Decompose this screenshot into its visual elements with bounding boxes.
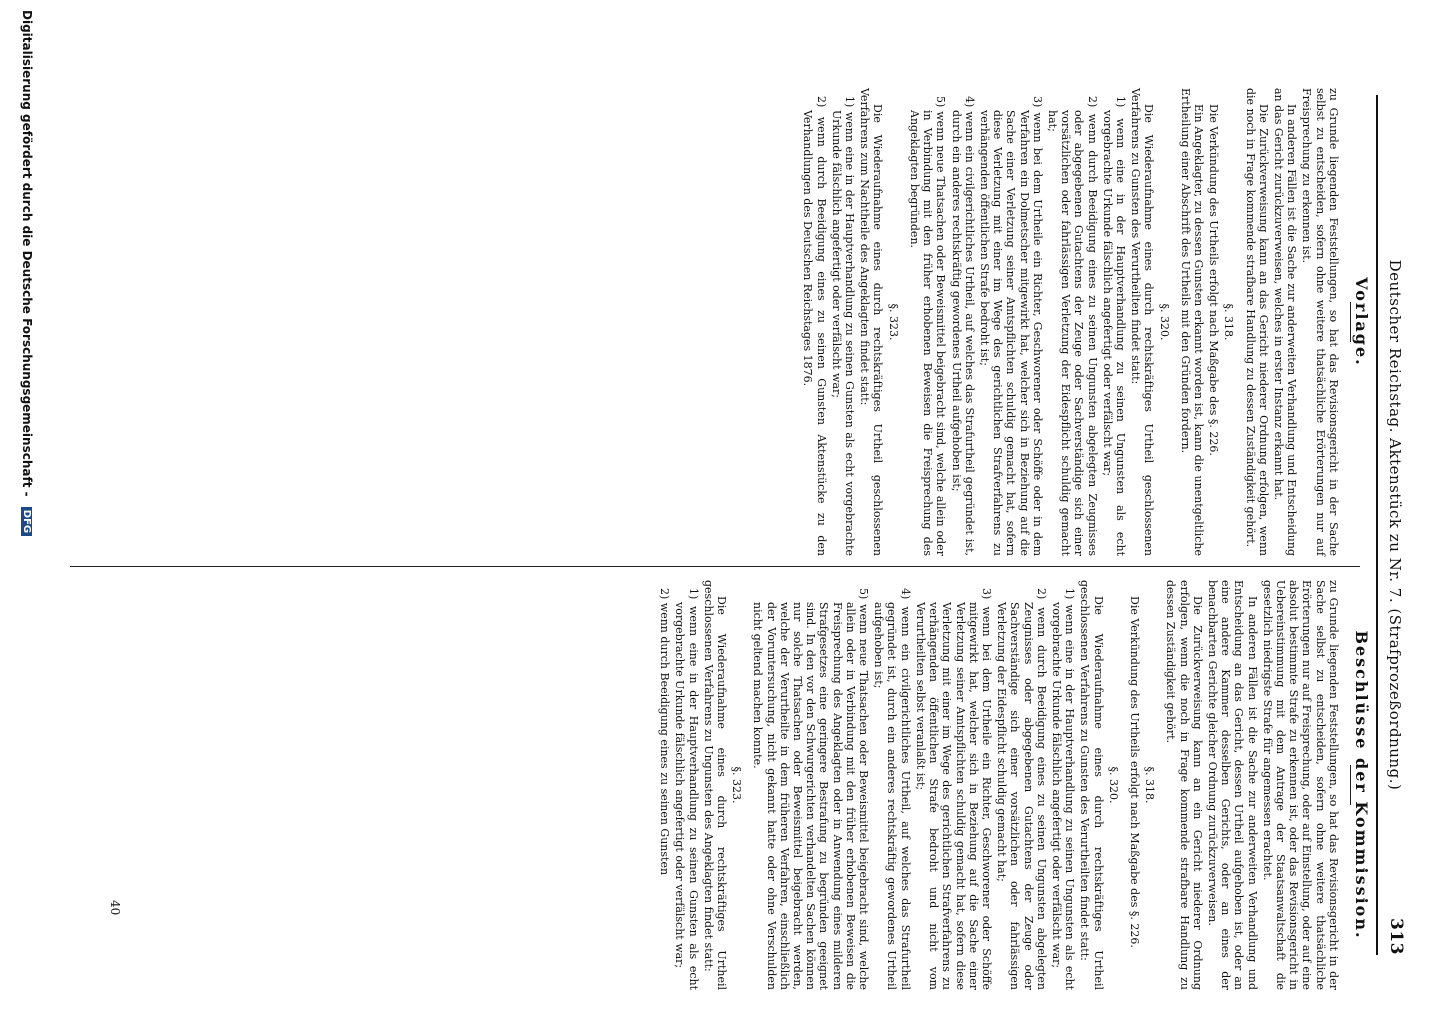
heading-rule [1350, 765, 1351, 805]
column-divider [70, 566, 1360, 567]
paragraph-sign: §. 318. [1143, 766, 1157, 804]
text-paragraph: zu Grunde liegenden Feststellungen, so hat das Revisionsgericht in der Sache selbst zu entscheiden, sofern ohne weitere thatsächliche Erörterungen nur auf Freisprechung zu erkennen ist. [1300, 88, 1340, 556]
page-number: 313 [1386, 918, 1406, 955]
text-paragraph: Die Wiederaufnahme eines durch rechtskräftiges Urtheil geschlossenen Verfahrens zum Nachtheile des Angeklagten findet statt: [858, 88, 885, 556]
list-item: 1) wenn eine in der Hauptverhandlung zu seinen Ungunsten als echt vorgebrachte Urkunde fälschlich angefertigt oder verfälscht war; [1049, 588, 1077, 990]
text-paragraph: Ein Angeklagter, zu dessen Gunsten erkannt worden ist, kann die unentgeltliche Ertheilung einer Abschrift des Urtheils mit den Gründen fordern. [1178, 88, 1205, 556]
text-paragraph: Die Zurückverweisung kann an das Gericht niederer Ordnung erfolgen, wenn die noch in Frage kommende strafbare Handlung zu dessen Zuständigkeit gehört. [1243, 88, 1270, 556]
text-paragraph: Die Verkündung des Urtheils erfolgt nach Maßgabe des §. 226. [1207, 104, 1221, 456]
list-item: 5) wenn neue Thatsachen oder Beweismittel beigebracht sind, welche allein oder in Verbindung mit den früher erhobenen Beweisen die Freisprechung des Angeklagten oder in Anwendung eines milderen Strafgesetzes eine geringere Bestrafung zu begründen geeignet sind. In den vor den Schwurgerichten verhandelten Sachen können nur solche Thatsachen oder Beweismittel beigebracht werden, welche der Verurtheilte in dem früheren Verfahren, einschließlich der Voruntersuchung, nicht gekannt hatte oder ohne Verschulden nicht geltend machen konnte. [751, 588, 871, 990]
running-head [1376, 95, 1404, 955]
paragraph-sign: §. 323. [730, 766, 744, 804]
list-item: 3) wenn bei dem Urtheile ein Richter, Geschworener oder Schöffe mitgewirkt hat, welcher sich in Beziehung auf die Sache einer Verletzung seiner Amtspflichten schuldig gemacht hat, sofern diese Verletzung mit einer im Wege des gerichtlichen Strafverfahrens zu verhängenden öffentlichen Strafe bedroht und nicht vom Verurtheilten selbst veranlaßt ist; [913, 588, 993, 990]
paragraph-sign: §. 318. [1222, 303, 1236, 341]
list-item: 1) wenn eine in der Hauptverhandlung zu seinen Gunsten als echt vorgebrachte Urkunde fälschlich angefertigt oder verfälscht war; [829, 96, 857, 556]
left-column-vorlage [799, 88, 1371, 556]
list-item: 4) wenn ein civilgerichtliches Urtheil, auf welches das Strafurtheil gegründet ist, durch ein anderes rechtskräftig gewordenes Urtheil aufgehoben ist; [949, 96, 976, 556]
text-paragraph: Die Verkündung des Urtheils erfolgt nach Maßgabe des §. 226. [1127, 596, 1141, 948]
paragraph-sign: §. 320. [1106, 766, 1120, 804]
list-item: 1) wenn eine in der Hauptverhandlung zu seinen Ungunsten als echt vorgebrachte Urkunde fälschlich angefertigt oder verfälscht war; [1100, 96, 1127, 556]
left-column-body [801, 88, 1340, 556]
right-column-body [658, 580, 1340, 990]
sheet-number: 40 [108, 900, 122, 916]
text-paragraph: zu Grunde liegenden Feststellungen, so hat das Revisionsgericht in der Sache selbst zu entscheiden, sofern ohne weitere thatsächliche Erörterungen nur auf Freisprechung, oder auf Einstellung, oder auf eine absolut bestimmte Strafe zu erkennen ist, oder das Revisionsgericht in Uebereinstimmung mit dem Antrage der Staatsanwaltschaft die gesetzlich niedrigste Strafe für angemessen erachtet. [1260, 580, 1340, 990]
text-paragraph: Die Wiederaufnahme eines durch rechtskräftiges Urtheil geschlossenen Verfahrens zu Gunsten des Verurtheilten findet statt: [1129, 88, 1156, 556]
left-column-heading: Vorlage. [1352, 277, 1371, 367]
dfg-logo: DFG [21, 507, 32, 536]
list-item: 2) wenn durch Beeidigung eines zu seinen Gunsten Aktenstücke zu den Verhandlungen des Deutschen Reichstages 1876. [801, 96, 828, 556]
text-paragraph: In anderen Fällen ist die Sache zur anderweiten Verhandlung und Entscheidung an das Gericht zurückzuverweisen, welches in erster Instanz erkannt hat. [1271, 88, 1299, 556]
right-column-kommission [656, 580, 1371, 990]
list-item: 2) wenn durch Beeidigung eines zu seinen Ungunsten abgelegten Zeugnisses oder abgegebenen Gutachtens der Zeuge oder Sachverständige sich einer vorsätzlichen oder fahrlässigen Verletzung der Eidespflicht schuldig gemacht hat; [1045, 96, 1099, 556]
right-column-heading: Beschlüsse der Kommission. [1352, 630, 1371, 940]
colophon-text: Digitalisierung gefördert durch die Deutsche Forschungsgemeinschaft - [20, 10, 34, 497]
list-item: 2) wenn durch Beeidigung eines zu seinen Ungunsten abgelegten Zeugnisses oder abgegebenen Gutachtens der Zeuge oder Sachverständige sich einer vorsätzlichen oder fahrlässigen Verletzung der Eidespflicht schuldig gemacht hat; [995, 588, 1048, 990]
list-item: 4) wenn ein civilgerichtliches Urtheil, auf welches das Strafurtheil gegründet ist, durch ein anderes rechtskräftig gewordenes Urtheil aufgehoben ist; [872, 588, 912, 990]
list-item: 5) wenn neue Thatsachen oder Beweismittel beigebracht sind, welche allein oder in Verbindung mit den früher erhobenen Beweisen die Freisprechung des Angeklagten begründen. [907, 96, 948, 556]
paragraph-sign: §. 320. [1157, 303, 1171, 341]
heading-rule [1350, 302, 1351, 342]
running-title: Deutscher Reichstag. Aktenstück zu Nr. 7. (Strafprozeßordnung.) [1386, 259, 1404, 791]
text-paragraph: Die Wiederaufnahme eines durch rechtskräftiges Urtheil geschlossenen Verfahrens zu Ungunsten des Angeklagten findet statt: [701, 580, 729, 990]
list-item: 1) wenn eine in der Hauptverhandlung zu seinen Gunsten als echt vorgebrachte Urkunde fälschlich angefertigt oder verfälscht war; [673, 588, 700, 990]
text-paragraph: Die Zurückverweisung kann an ein Gericht niederer Ordnung erfolgen, wenn die noch in Frage kommende strafbare Handlung zu dessen Zuständigkeit gehört. [1164, 580, 1204, 990]
paragraph-sign: §. 323. [886, 303, 900, 341]
digitization-colophon [20, 0, 34, 1010]
list-item: 3) wenn bei dem Urtheile ein Richter, Geschworener oder Schöffe oder in dem Verfahren ein Dolmetscher mitgewirkt hat, welcher sich in Beziehung auf die Sache einer Verletzung seiner Amtspflichten schuldig gemacht hat, sofern diese Verletzung mit einer im Wege des gerichtlichen Strafverfahrens zu verhängenden öffentlichen Strafe bedroht ist; [977, 96, 1044, 556]
text-paragraph: In anderen Fällen ist die Sache zur anderweiten Verhandlung und Entscheidung an das Gericht, dessen Urtheil aufgehoben ist, oder an eine andere Kammer desselben Gerichts, oder an eines der benachbarten Gerichte gleicher Ordnung zurückzuverweisen. [1205, 580, 1259, 990]
text-paragraph: Die Wiederaufnahme eines durch rechtskräftiges Urtheil geschlossenen Verfahrens zu Gunsten des Verurtheilten findet statt: [1078, 580, 1105, 990]
list-item: 2) wenn durch Beeidigung eines zu seinen Gunsten [658, 588, 672, 876]
